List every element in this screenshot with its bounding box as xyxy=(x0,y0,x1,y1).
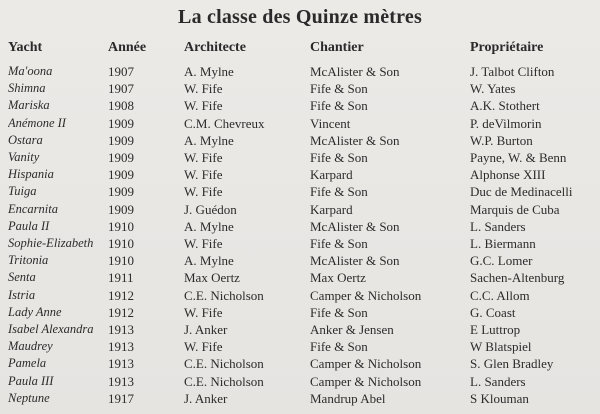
yacht-cell: Vanity xyxy=(8,150,40,165)
architect-cell: A. Mylne xyxy=(184,218,234,234)
owner-cell: E Luttrop xyxy=(470,322,521,338)
yacht-cell: Shimna xyxy=(8,81,46,96)
table-row xyxy=(8,252,598,269)
shipyard-cell: McAlister & Son xyxy=(310,218,400,234)
year-cell: 1909 xyxy=(108,132,134,148)
shipyard-cell: Camper & Nicholson xyxy=(310,356,422,372)
shipyard-cell: Vincent xyxy=(310,115,351,131)
owner-cell: G. Coast xyxy=(470,304,516,320)
owner-cell: A.K. Stothert xyxy=(470,98,540,114)
yacht-cell: Pamela xyxy=(8,356,47,371)
yacht-cell: Ma'oona xyxy=(8,64,53,78)
shipyard-cell: Fife & Son xyxy=(310,339,368,355)
column-header-chantier: Chantier xyxy=(310,40,364,55)
year-cell: 1909 xyxy=(108,201,134,217)
yacht-cell: Sophie-Elizabeth xyxy=(8,236,94,251)
yacht-cell: Tuiga xyxy=(8,184,37,199)
architect-cell: W. Fife xyxy=(184,236,223,252)
table-row xyxy=(8,321,598,338)
owner-cell: P. deVilmorin xyxy=(470,115,542,131)
owner-cell: J. Talbot Clifton xyxy=(470,64,555,79)
owner-cell: L. Sanders xyxy=(470,373,526,389)
year-cell: 1909 xyxy=(108,184,134,200)
column-header-annee: Année xyxy=(108,40,147,55)
year-cell: 1913 xyxy=(108,373,134,389)
architect-cell: A. Mylne xyxy=(184,253,234,269)
owner-cell: W Blatspiel xyxy=(470,339,532,355)
architect-cell: Max Oertz xyxy=(184,270,240,286)
shipyard-cell: Fife & Son xyxy=(310,236,368,252)
owner-cell: S. Glen Bradley xyxy=(470,356,554,372)
table-row xyxy=(8,287,598,304)
architect-cell: A. Mylne xyxy=(184,132,234,148)
architect-cell: J. Anker xyxy=(184,390,228,406)
year-cell: 1910 xyxy=(108,218,134,234)
shipyard-cell: McAlister & Son xyxy=(310,132,400,148)
shipyard-cell: Fife & Son xyxy=(310,150,368,166)
table-row xyxy=(8,80,598,97)
owner-cell: G.C. Lomer xyxy=(470,253,533,269)
column-header-architecte: Architecte xyxy=(184,40,246,55)
table-row xyxy=(8,166,598,183)
table-body xyxy=(8,63,598,407)
owner-cell: Payne, W. & Benn xyxy=(470,150,567,166)
year-cell: 1907 xyxy=(108,64,134,79)
year-cell: 1909 xyxy=(108,115,134,131)
architect-cell: W. Fife xyxy=(184,81,223,97)
shipyard-cell: Fife & Son xyxy=(310,184,368,200)
yacht-cell: Encarnita xyxy=(8,201,58,216)
year-cell: 1908 xyxy=(108,98,134,114)
table-row xyxy=(8,115,598,132)
yacht-cell: Lady Anne xyxy=(8,304,62,319)
architect-cell: W. Fife xyxy=(184,98,223,114)
yacht-cell: Maudrey xyxy=(8,339,53,354)
table-row xyxy=(8,63,598,80)
year-cell: 1913 xyxy=(108,322,134,338)
year-cell: 1912 xyxy=(108,287,134,303)
shipyard-cell: Karpard xyxy=(310,167,353,183)
owner-cell: Alphonse XIII xyxy=(470,167,546,183)
year-cell: 1912 xyxy=(108,304,134,320)
architect-cell: J. Anker xyxy=(184,322,228,338)
yacht-cell: Hispania xyxy=(8,167,54,182)
table-row xyxy=(8,132,598,149)
yacht-cell: Paula III xyxy=(8,373,54,388)
shipyard-cell: Camper & Nicholson xyxy=(310,287,422,303)
column-header-yacht: Yacht xyxy=(8,40,43,55)
yacht-cell: Tritonia xyxy=(8,253,49,268)
yacht-table xyxy=(8,40,598,407)
shipyard-cell: Max Oertz xyxy=(310,270,366,286)
architect-cell: C.E. Nicholson xyxy=(184,287,264,303)
year-cell: 1911 xyxy=(108,270,134,286)
year-cell: 1909 xyxy=(108,167,134,183)
owner-cell: Marquis de Cuba xyxy=(470,201,560,217)
shipyard-cell: Fife & Son xyxy=(310,98,368,114)
architect-cell: A. Mylne xyxy=(184,64,234,79)
shipyard-cell: McAlister & Son xyxy=(310,253,400,269)
yacht-cell: Ostara xyxy=(8,132,43,147)
owner-cell: W. Yates xyxy=(470,81,516,97)
shipyard-cell: Camper & Nicholson xyxy=(310,373,422,389)
table-row xyxy=(8,355,598,372)
table-row xyxy=(8,201,598,218)
architect-cell: C.M. Chevreux xyxy=(184,115,265,131)
architect-cell: W. Fife xyxy=(184,167,223,183)
table-row xyxy=(8,218,598,235)
column-header-proprietaire: Propriétaire xyxy=(470,40,544,55)
yacht-cell: Isabel Alexandra xyxy=(8,322,94,337)
year-cell: 1910 xyxy=(108,236,134,252)
architect-cell: W. Fife xyxy=(184,150,223,166)
table-row xyxy=(8,149,598,166)
architect-cell: W. Fife xyxy=(184,304,223,320)
owner-cell: L. Sanders xyxy=(470,218,526,234)
shipyard-cell: Anker & Jensen xyxy=(310,322,394,338)
page-title: La classe des Quinze mètres xyxy=(178,6,422,28)
table-row xyxy=(8,373,598,390)
architect-cell: W. Fife xyxy=(184,184,223,200)
year-cell: 1913 xyxy=(108,356,134,372)
year-cell: 1910 xyxy=(108,253,134,269)
shipyard-cell: Fife & Son xyxy=(310,304,368,320)
table-header xyxy=(8,40,598,63)
owner-cell: C.C. Allom xyxy=(470,287,530,303)
year-cell: 1917 xyxy=(108,390,134,406)
architect-cell: C.E. Nicholson xyxy=(184,356,264,372)
shipyard-cell: Karpard xyxy=(310,201,353,217)
year-cell: 1907 xyxy=(108,81,134,97)
architect-cell: W. Fife xyxy=(184,339,223,355)
owner-cell: Sachen-Altenburg xyxy=(470,270,565,286)
year-cell: 1913 xyxy=(108,339,134,355)
yacht-cell: Istria xyxy=(8,287,36,302)
architect-cell: C.E. Nicholson xyxy=(184,373,264,389)
shipyard-cell: Fife & Son xyxy=(310,81,368,97)
table-row xyxy=(8,390,598,407)
owner-cell: L. Biermann xyxy=(470,236,536,252)
year-cell: 1909 xyxy=(108,150,134,166)
table-row xyxy=(8,183,598,200)
table-row xyxy=(8,97,598,114)
yacht-cell: Anémone II xyxy=(8,115,66,130)
architect-cell: J. Guédon xyxy=(184,201,237,217)
shipyard-cell: McAlister & Son xyxy=(310,64,400,79)
table-row xyxy=(8,338,598,355)
header-row xyxy=(8,40,598,63)
table-row xyxy=(8,304,598,321)
shipyard-cell: Mandrup Abel xyxy=(310,390,386,406)
table-row xyxy=(8,235,598,252)
table-row xyxy=(8,269,598,286)
yacht-cell: Neptune xyxy=(8,390,50,405)
yacht-cell: Senta xyxy=(8,270,36,285)
owner-cell: S Klouman xyxy=(470,390,529,406)
yacht-cell: Mariska xyxy=(8,98,50,113)
owner-cell: W.P. Burton xyxy=(470,132,533,148)
yacht-cell: Paula II xyxy=(8,218,50,233)
owner-cell: Duc de Medinacelli xyxy=(470,184,573,200)
